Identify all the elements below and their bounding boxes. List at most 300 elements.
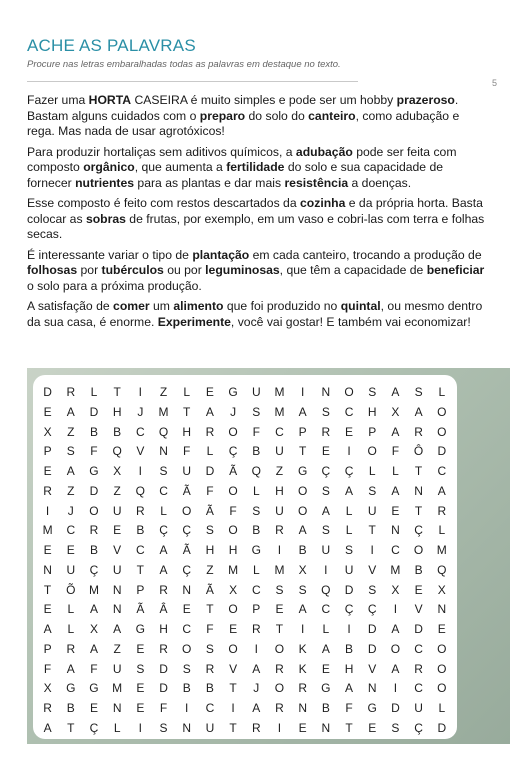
letter-cell[interactable]: Ã: [205, 503, 214, 518]
letter-cell[interactable]: X: [298, 562, 307, 577]
letter-cell[interactable]: A: [89, 641, 98, 656]
letter-cell[interactable]: E: [275, 602, 284, 617]
letter-cell[interactable]: T: [229, 721, 237, 736]
letter-cell[interactable]: Z: [67, 483, 75, 498]
letter-cell[interactable]: C: [437, 464, 447, 479]
letter-cell[interactable]: I: [347, 444, 351, 459]
letter-cell[interactable]: G: [321, 681, 331, 696]
letter-cell[interactable]: U: [251, 385, 261, 399]
letter-cell[interactable]: O: [297, 483, 308, 498]
letter-cell[interactable]: O: [413, 543, 424, 558]
letter-cell[interactable]: Õ: [66, 582, 76, 597]
letter-cell[interactable]: O: [182, 641, 192, 656]
letter-cell[interactable]: F: [206, 622, 214, 637]
letter-cell[interactable]: D: [89, 404, 99, 419]
letter-cell[interactable]: I: [393, 602, 398, 617]
letter-cell[interactable]: X: [113, 464, 122, 479]
letter-cell[interactable]: Ç: [414, 523, 423, 538]
letter-cell[interactable]: Z: [113, 641, 121, 656]
letter-cell[interactable]: U: [112, 503, 122, 518]
letter-cell[interactable]: T: [206, 602, 214, 617]
letter-cell[interactable]: G: [251, 543, 261, 558]
letter-cell[interactable]: X: [391, 404, 400, 419]
letter-cell[interactable]: P: [43, 641, 52, 656]
letter-cell[interactable]: N: [391, 523, 400, 538]
letter-cell[interactable]: D: [159, 681, 168, 696]
letter-cell[interactable]: M: [274, 385, 285, 399]
letter-cell[interactable]: I: [324, 562, 328, 577]
letter-cell[interactable]: Z: [159, 385, 168, 399]
letter-cell[interactable]: D: [414, 622, 423, 637]
letter-cell[interactable]: G: [89, 681, 99, 696]
letter-cell[interactable]: S: [275, 582, 284, 597]
letter-cell[interactable]: B: [252, 444, 261, 459]
letter-cell[interactable]: I: [138, 464, 143, 479]
letter-cell[interactable]: S: [136, 661, 145, 676]
letter-cell[interactable]: L: [322, 622, 330, 637]
letter-cell[interactable]: M: [436, 543, 447, 558]
letter-cell[interactable]: I: [370, 543, 374, 558]
letter-cell[interactable]: A: [252, 701, 261, 716]
letter-cell[interactable]: U: [182, 464, 192, 479]
letter-cell[interactable]: R: [136, 503, 145, 518]
letter-cell[interactable]: R: [66, 385, 76, 399]
letter-cell[interactable]: D: [437, 721, 447, 736]
letter-cell[interactable]: D: [391, 701, 400, 716]
letter-cell[interactable]: L: [183, 385, 191, 399]
letter-cell[interactable]: J: [137, 404, 144, 419]
letter-cell[interactable]: C: [414, 681, 423, 696]
letter-cell[interactable]: R: [43, 483, 52, 498]
letter-cell[interactable]: U: [112, 661, 122, 676]
letter-cell[interactable]: A: [321, 641, 330, 656]
letter-cell[interactable]: G: [228, 385, 238, 399]
letter-cell[interactable]: N: [414, 483, 423, 498]
letter-cell[interactable]: F: [391, 444, 400, 459]
letter-cell[interactable]: A: [66, 464, 75, 479]
letter-cell[interactable]: O: [228, 641, 238, 656]
letter-cell[interactable]: L: [252, 562, 260, 577]
letter-cell[interactable]: T: [414, 503, 423, 518]
letter-cell[interactable]: F: [90, 444, 98, 459]
letter-cell[interactable]: R: [251, 721, 261, 736]
letter-cell[interactable]: C: [414, 641, 423, 656]
letter-cell[interactable]: H: [205, 543, 215, 558]
letter-cell[interactable]: S: [252, 503, 261, 518]
letter-cell[interactable]: T: [67, 721, 75, 736]
letter-cell[interactable]: E: [391, 503, 400, 518]
letter-cell[interactable]: A: [66, 661, 75, 676]
letter-cell[interactable]: R: [298, 681, 307, 696]
letter-cell[interactable]: T: [229, 681, 237, 696]
letter-cell[interactable]: Ç: [182, 523, 192, 538]
letter-cell[interactable]: Q: [321, 582, 331, 597]
letter-cell[interactable]: R: [414, 424, 423, 439]
letter-cell[interactable]: A: [43, 622, 52, 637]
letter-cell[interactable]: Ã: [136, 602, 145, 617]
letter-cell[interactable]: B: [113, 424, 122, 439]
letter-cell[interactable]: O: [437, 404, 447, 419]
letter-cell[interactable]: S: [321, 483, 330, 498]
letter-cell[interactable]: M: [390, 562, 401, 577]
letter-cell[interactable]: A: [252, 661, 261, 676]
letter-cell[interactable]: A: [391, 424, 400, 439]
letter-cell[interactable]: A: [437, 483, 446, 498]
letter-cell[interactable]: S: [321, 523, 330, 538]
letter-cell[interactable]: X: [391, 582, 400, 597]
letter-cell[interactable]: N: [321, 721, 331, 736]
letter-cell[interactable]: S: [182, 661, 191, 676]
letter-cell[interactable]: Ã: [182, 543, 191, 558]
letter-cell[interactable]: S: [205, 641, 214, 656]
letter-cell[interactable]: V: [368, 562, 377, 577]
letter-cell[interactable]: C: [275, 424, 284, 439]
letter-cell[interactable]: O: [437, 681, 447, 696]
letter-cell[interactable]: Ç: [182, 562, 192, 577]
letter-cell[interactable]: L: [252, 483, 260, 498]
letter-cell[interactable]: I: [138, 721, 143, 736]
letter-cell[interactable]: M: [42, 523, 53, 538]
letter-cell[interactable]: L: [438, 523, 446, 538]
letter-cell[interactable]: R: [159, 582, 168, 597]
letter-cell[interactable]: Ç: [89, 721, 99, 736]
letter-cell[interactable]: A: [298, 523, 307, 538]
letter-cell[interactable]: E: [43, 602, 52, 617]
letter-cell[interactable]: F: [206, 483, 214, 498]
letter-cell[interactable]: B: [321, 701, 330, 716]
letter-cell[interactable]: R: [275, 701, 284, 716]
letter-cell[interactable]: G: [367, 701, 377, 716]
letter-cell[interactable]: O: [274, 681, 285, 696]
letter-cell[interactable]: E: [205, 385, 214, 399]
letter-cell[interactable]: F: [345, 701, 353, 716]
letter-cell[interactable]: B: [89, 424, 98, 439]
letter-cell[interactable]: H: [182, 424, 192, 439]
letter-cell[interactable]: K: [298, 641, 307, 656]
letter-cell[interactable]: B: [205, 681, 214, 696]
letter-cell[interactable]: R: [275, 523, 284, 538]
letter-cell[interactable]: P: [298, 424, 307, 439]
letter-cell[interactable]: J: [67, 503, 74, 518]
letter-cell[interactable]: Q: [135, 483, 146, 498]
letter-cell[interactable]: Ç: [344, 602, 354, 617]
letter-cell[interactable]: D: [159, 661, 168, 676]
letter-cell[interactable]: I: [300, 622, 305, 637]
letter-cell[interactable]: O: [390, 641, 401, 656]
letter-cell[interactable]: E: [321, 661, 330, 676]
letter-cell[interactable]: U: [66, 562, 76, 577]
letter-cell[interactable]: S: [252, 404, 261, 419]
letter-cell[interactable]: N: [298, 701, 307, 716]
letter-cell[interactable]: A: [391, 385, 400, 399]
letter-cell[interactable]: U: [275, 503, 284, 518]
letter-cell[interactable]: E: [345, 424, 354, 439]
letter-cell[interactable]: I: [300, 385, 305, 399]
letter-cell[interactable]: O: [228, 602, 238, 617]
letter-cell[interactable]: A: [43, 721, 52, 736]
letter-cell[interactable]: S: [391, 721, 400, 736]
letter-cell[interactable]: H: [344, 661, 354, 676]
letter-cell[interactable]: A: [113, 622, 122, 637]
letter-cell[interactable]: L: [67, 602, 75, 617]
letter-cell[interactable]: I: [393, 681, 398, 696]
letter-cell[interactable]: C: [136, 424, 145, 439]
letter-cell[interactable]: U: [367, 503, 377, 518]
letter-cell[interactable]: C: [205, 701, 215, 716]
letter-cell[interactable]: V: [113, 543, 122, 558]
letter-cell[interactable]: L: [160, 503, 167, 518]
letter-cell[interactable]: N: [367, 681, 377, 696]
letter-cell[interactable]: I: [231, 701, 235, 716]
letter-cell[interactable]: R: [159, 641, 168, 656]
letter-cell[interactable]: O: [274, 641, 285, 656]
letter-cell[interactable]: P: [136, 582, 145, 597]
letter-cell[interactable]: Ç: [367, 602, 377, 617]
letter-cell[interactable]: Ã: [229, 464, 238, 479]
letter-cell[interactable]: M: [228, 562, 239, 577]
letter-cell[interactable]: N: [437, 602, 447, 617]
letter-cell[interactable]: Ç: [159, 523, 168, 538]
letter-cell[interactable]: D: [43, 385, 52, 399]
letter-cell[interactable]: A: [159, 543, 168, 558]
letter-cell[interactable]: D: [437, 444, 447, 459]
letter-cell[interactable]: S: [66, 444, 75, 459]
letter-cell[interactable]: E: [298, 721, 307, 736]
letter-cell[interactable]: A: [298, 404, 307, 419]
letter-cell[interactable]: O: [367, 444, 377, 459]
letter-cell[interactable]: S: [159, 721, 168, 736]
letter-cell[interactable]: O: [228, 523, 238, 538]
letter-cell[interactable]: O: [437, 641, 447, 656]
letter-cell[interactable]: S: [368, 582, 377, 597]
letter-cell[interactable]: B: [89, 543, 98, 558]
letter-cell[interactable]: R: [251, 622, 261, 637]
letter-cell[interactable]: I: [277, 543, 282, 558]
letter-cell[interactable]: T: [183, 404, 191, 419]
letter-cell[interactable]: R: [437, 503, 447, 518]
letter-cell[interactable]: Z: [113, 483, 121, 498]
letter-cell[interactable]: G: [89, 464, 99, 479]
letter-cell[interactable]: E: [437, 622, 446, 637]
letter-cell[interactable]: T: [136, 562, 145, 577]
letter-cell[interactable]: I: [254, 641, 258, 656]
letter-cell[interactable]: Ç: [321, 464, 331, 479]
letter-cell[interactable]: I: [347, 622, 351, 637]
letter-cell[interactable]: A: [391, 483, 400, 498]
letter-cell[interactable]: C: [136, 543, 145, 558]
letter-cell[interactable]: Ç: [344, 464, 354, 479]
letter-cell[interactable]: Q: [251, 464, 261, 479]
letter-cell[interactable]: Z: [206, 562, 214, 577]
letter-cell[interactable]: N: [112, 582, 122, 597]
letter-cell[interactable]: E: [43, 404, 52, 419]
letter-cell[interactable]: U: [205, 721, 215, 736]
letter-cell[interactable]: Ô: [413, 444, 424, 459]
letter-cell[interactable]: K: [298, 661, 307, 676]
letter-cell[interactable]: I: [185, 701, 189, 716]
letter-cell[interactable]: E: [66, 543, 75, 558]
letter-cell[interactable]: A: [345, 681, 354, 696]
letter-cell[interactable]: X: [437, 582, 446, 597]
letter-cell[interactable]: G: [66, 681, 76, 696]
letter-cell[interactable]: E: [182, 602, 191, 617]
letter-cell[interactable]: U: [344, 562, 354, 577]
letter-cell[interactable]: O: [437, 424, 447, 439]
letter-cell[interactable]: P: [43, 444, 52, 459]
letter-cell[interactable]: S: [368, 483, 377, 498]
letter-cell[interactable]: Q: [112, 444, 122, 459]
letter-cell[interactable]: T: [368, 523, 376, 538]
letter-cell[interactable]: T: [345, 721, 353, 736]
letter-cell[interactable]: B: [66, 701, 75, 716]
letter-cell[interactable]: P: [368, 424, 377, 439]
letter-cell[interactable]: N: [159, 444, 168, 459]
letter-cell[interactable]: J: [230, 404, 237, 419]
letter-cell[interactable]: C: [66, 523, 76, 538]
letter-cell[interactable]: A: [66, 404, 75, 419]
letter-cell[interactable]: Ã: [182, 483, 191, 498]
letter-cell[interactable]: S: [368, 385, 377, 399]
letter-cell[interactable]: V: [229, 661, 238, 676]
letter-cell[interactable]: X: [43, 424, 52, 439]
letter-cell[interactable]: E: [136, 701, 145, 716]
letter-cell[interactable]: A: [159, 562, 168, 577]
letter-cell[interactable]: I: [138, 385, 143, 399]
letter-cell[interactable]: T: [113, 385, 121, 399]
letter-cell[interactable]: T: [275, 622, 284, 637]
letter-cell[interactable]: D: [205, 464, 215, 479]
letter-cell[interactable]: T: [43, 582, 52, 597]
letter-cell[interactable]: L: [438, 385, 446, 399]
letter-cell[interactable]: R: [414, 661, 423, 676]
letter-cell[interactable]: E: [43, 464, 52, 479]
letter-cell[interactable]: A: [298, 602, 307, 617]
letter-cell[interactable]: L: [206, 444, 214, 459]
letter-cell[interactable]: E: [89, 701, 98, 716]
letter-cell[interactable]: P: [252, 602, 261, 617]
letter-cell[interactable]: M: [274, 404, 285, 419]
letter-cell[interactable]: L: [392, 464, 399, 479]
letter-cell[interactable]: S: [321, 404, 330, 419]
letter-cell[interactable]: O: [182, 503, 192, 518]
letter-cell[interactable]: C: [344, 404, 354, 419]
letter-cell[interactable]: V: [368, 661, 377, 676]
letter-cell[interactable]: J: [253, 681, 260, 696]
letter-cell[interactable]: Z: [67, 424, 75, 439]
letter-cell[interactable]: D: [367, 622, 377, 637]
letter-cell[interactable]: E: [43, 543, 52, 558]
letter-cell[interactable]: O: [228, 483, 238, 498]
letter-cell[interactable]: N: [182, 721, 192, 736]
letter-cell[interactable]: U: [321, 543, 331, 558]
letter-cell[interactable]: R: [321, 424, 331, 439]
letter-cell[interactable]: R: [205, 661, 215, 676]
letter-cell[interactable]: X: [43, 681, 52, 696]
letter-cell[interactable]: E: [321, 444, 330, 459]
letter-cell[interactable]: M: [112, 681, 123, 696]
letter-cell[interactable]: A: [414, 404, 423, 419]
letter-cell[interactable]: R: [89, 523, 99, 538]
letter-cell[interactable]: D: [89, 483, 99, 498]
letter-cell[interactable]: D: [344, 582, 354, 597]
letter-cell[interactable]: B: [252, 523, 261, 538]
letter-cell[interactable]: N: [43, 562, 52, 577]
letter-cell[interactable]: E: [136, 681, 145, 696]
letter-cell[interactable]: F: [90, 661, 98, 676]
letter-cell[interactable]: V: [414, 602, 423, 617]
letter-cell[interactable]: S: [205, 523, 214, 538]
letter-cell[interactable]: B: [182, 681, 191, 696]
letter-cell[interactable]: M: [158, 404, 169, 419]
letter-cell[interactable]: G: [297, 464, 308, 479]
letter-cell[interactable]: H: [159, 622, 168, 637]
letter-cell[interactable]: E: [368, 721, 377, 736]
letter-cell[interactable]: E: [113, 523, 122, 538]
letter-cell[interactable]: N: [112, 602, 122, 617]
letter-cell[interactable]: N: [182, 582, 192, 597]
letter-cell[interactable]: T: [414, 464, 423, 479]
letter-cell[interactable]: O: [344, 385, 354, 399]
letter-cell[interactable]: C: [391, 543, 400, 558]
letter-cell[interactable]: B: [414, 562, 423, 577]
letter-cell[interactable]: O: [297, 503, 308, 518]
letter-cell[interactable]: L: [438, 701, 446, 716]
letter-cell[interactable]: L: [345, 523, 353, 538]
letter-cell[interactable]: F: [159, 701, 168, 716]
letter-cell[interactable]: A: [345, 483, 354, 498]
letter-cell[interactable]: E: [414, 582, 423, 597]
letter-cell[interactable]: L: [113, 721, 121, 736]
letter-cell[interactable]: C: [182, 622, 192, 637]
letter-cell[interactable]: R: [275, 661, 284, 676]
letter-cell[interactable]: Q: [158, 424, 169, 439]
letter-cell[interactable]: T: [298, 444, 307, 459]
letter-cell[interactable]: X: [89, 622, 98, 637]
letter-cell[interactable]: L: [67, 622, 75, 637]
letter-cell[interactable]: D: [367, 641, 377, 656]
letter-cell[interactable]: I: [277, 721, 282, 736]
letter-cell[interactable]: C: [159, 483, 168, 498]
letter-cell[interactable]: H: [275, 483, 284, 498]
letter-cell[interactable]: R: [43, 701, 52, 716]
letter-cell[interactable]: M: [88, 582, 99, 597]
letter-cell[interactable]: H: [112, 404, 122, 419]
letter-cell[interactable]: U: [275, 444, 284, 459]
letter-cell[interactable]: S: [414, 385, 423, 399]
letter-cell[interactable]: Ç: [89, 562, 99, 577]
letter-cell[interactable]: F: [229, 503, 237, 518]
letter-cell[interactable]: Ã: [205, 582, 214, 597]
letter-cell[interactable]: H: [367, 404, 377, 419]
letter-cell[interactable]: A: [89, 602, 98, 617]
letter-cell[interactable]: Z: [275, 464, 284, 479]
letter-cell[interactable]: Ç: [228, 444, 238, 459]
letter-cell[interactable]: R: [205, 424, 215, 439]
letter-cell[interactable]: F: [252, 424, 260, 439]
letter-cell[interactable]: L: [368, 464, 376, 479]
letter-cell[interactable]: O: [89, 503, 99, 518]
letter-cell[interactable]: N: [112, 701, 122, 716]
letter-cell[interactable]: E: [229, 622, 238, 637]
letter-cell[interactable]: E: [136, 641, 145, 656]
letter-cell[interactable]: L: [345, 503, 353, 518]
letter-cell[interactable]: U: [112, 562, 122, 577]
letter-cell[interactable]: H: [228, 543, 238, 558]
letter-cell[interactable]: L: [90, 385, 98, 399]
letter-cell[interactable]: Q: [437, 562, 447, 577]
letter-cell[interactable]: A: [205, 404, 214, 419]
letter-cell[interactable]: F: [183, 444, 191, 459]
